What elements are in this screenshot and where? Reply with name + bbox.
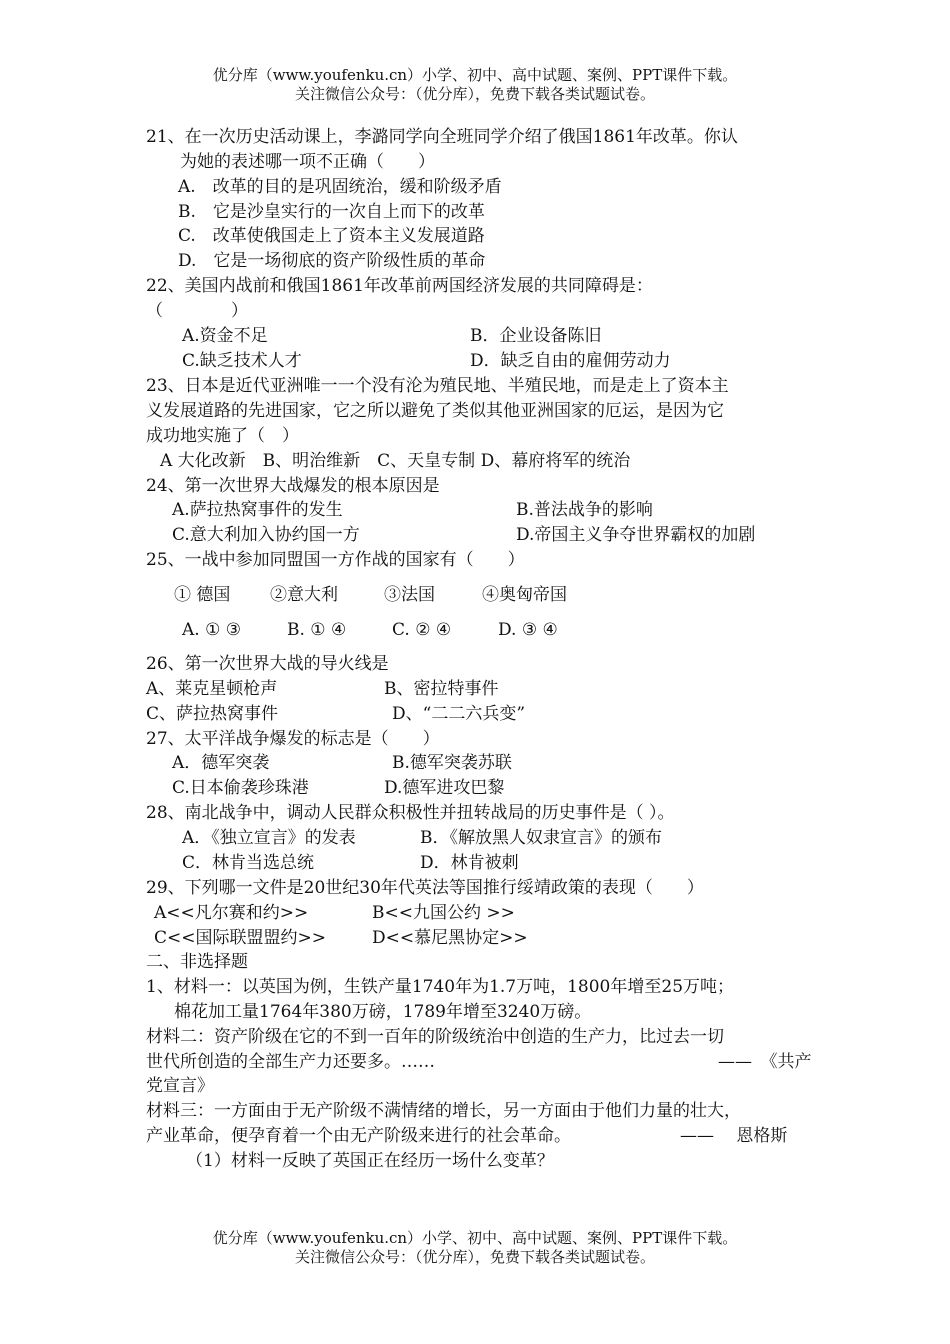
q26-stem: 26、第一次世界大战的导火线是 bbox=[146, 654, 389, 674]
sub-question-1: （1）材料一反映了英国正在经历一场什么变革？ bbox=[186, 1151, 554, 1171]
q22-stem-line-2: （ ） bbox=[146, 301, 248, 321]
material-3-source: —— 恩格斯 bbox=[680, 1126, 788, 1146]
header-line-2: 关注微信公众号：（优分库），免费下载各类试题试卷。 bbox=[294, 85, 655, 103]
q25-option-a: A. ① ③ bbox=[182, 620, 241, 640]
q24-stem: 24、第一次世界大战爆发的根本原因是 bbox=[146, 476, 440, 496]
q24-option-d: D.帝国主义争夺世界霸权的加剧 bbox=[516, 525, 756, 545]
q26-option-c: C、萨拉热窝事件 bbox=[146, 704, 279, 724]
q25-item-4: ④奥匈帝国 bbox=[482, 585, 567, 605]
material-2-line-3: 党宣言》 bbox=[146, 1076, 214, 1096]
q26-option-b: B、密拉特事件 bbox=[384, 679, 499, 699]
q25-option-b: B. ① ④ bbox=[287, 620, 347, 640]
q21-option-a: A. 改革的目的是巩固统治，缓和阶级矛盾 bbox=[178, 177, 502, 197]
q25-item-1: ① 德国 bbox=[174, 585, 231, 605]
footer-line-2: 关注微信公众号：（优分库），免费下载各类试题试卷。 bbox=[294, 1248, 655, 1266]
q29-stem: 29、下列哪一文件是20世纪30年代英法等国推行绥靖政策的表现（ ） bbox=[146, 878, 704, 898]
q26-option-d: D、“二二六兵变” bbox=[392, 704, 526, 724]
q27-stem: 27、太平洋战争爆发的标志是（ ） bbox=[146, 729, 440, 749]
q22-stem-line-1: 22、美国内战前和俄国1861年改革前两国经济发展的共同障碍是： bbox=[146, 276, 653, 296]
q25-item-3: ③法国 bbox=[384, 585, 435, 605]
q25-option-d: D. ③ ④ bbox=[498, 620, 558, 640]
q23-options: A 大化改新 B、明治维新 C、天皇专制 D、幕府将军的统治 bbox=[160, 451, 631, 471]
material-1-line-1: 1、材料一：以英国为例，生铁产量1740年为1.7万吨，1800年增至25万吨； bbox=[146, 977, 735, 997]
q28-option-c: C．林肯当选总统 bbox=[182, 853, 315, 873]
q21-option-d: D. 它是一场彻底的资产阶级性质的革命 bbox=[178, 251, 486, 271]
q22-option-b: B．企业设备陈旧 bbox=[470, 326, 602, 346]
q27-option-d: D.德军进攻巴黎 bbox=[384, 778, 505, 798]
material-1-line-2: 棉花加工量1764年380万磅，1789年增至3240万磅。 bbox=[174, 1002, 592, 1022]
material-2-line-1: 材料二：资产阶级在它的不到一百年的阶级统治中创造的生产力，比过去一切 bbox=[146, 1027, 724, 1047]
q23-stem-line-1: 23、日本是近代亚洲唯一一个没有沦为殖民地、半殖民地，而是走上了资本主 bbox=[146, 376, 729, 396]
q24-option-a: A.萨拉热窝事件的发生 bbox=[172, 500, 343, 520]
q24-option-b: B.普法战争的影响 bbox=[516, 500, 653, 520]
q21-stem-line-1: 21、在一次历史活动课上，李潞同学向全班同学介绍了俄国1861年改革。你认 bbox=[146, 127, 738, 147]
footer-line-1: 优分库（www.youfenku.cn）小学、初中、高中试题、案例、PPT课件下载。 bbox=[212, 1229, 738, 1247]
q28-option-d: D．林肯被刺 bbox=[420, 853, 519, 873]
q23-stem-line-2: 义发展道路的先进国家，它之所以避免了类似其他亚洲国家的厄运，是因为它 bbox=[146, 401, 724, 421]
q27-option-c: C.日本偷袭珍珠港 bbox=[172, 778, 309, 798]
material-3-line-2: 产业革命，便孕育着一个由无产阶级来进行的社会革命。 bbox=[146, 1126, 571, 1146]
material-2-source: —— 《共产 bbox=[718, 1052, 812, 1072]
q21-stem-line-2: 为她的表述哪一项不正确（ ） bbox=[180, 152, 435, 172]
q28-stem: 28、南北战争中，调动人民群众积极性并扭转战局的历史事件是（ ）。 bbox=[146, 803, 675, 823]
q25-item-2: ②意大利 bbox=[270, 585, 338, 605]
section-title: 二、非选择题 bbox=[146, 952, 248, 972]
q24-option-c: C.意大利加入协约国一方 bbox=[172, 525, 360, 545]
q21-option-c: C. 改革使俄国走上了资本主义发展道路 bbox=[178, 226, 485, 246]
material-2-line-2: 世代所创造的全部生产力还要多。…… bbox=[146, 1052, 435, 1072]
q25-option-c: C. ② ④ bbox=[392, 620, 452, 640]
q29-option-b: B<<九国公约 >> bbox=[372, 903, 515, 923]
q22-option-a: A.资金不足 bbox=[182, 326, 268, 346]
material-3-line-1: 材料三：一方面由于无产阶级不满情绪的增长，另一方面由于他们力量的壮大， bbox=[146, 1101, 741, 1121]
q22-option-d: D．缺乏自由的雇佣劳动力 bbox=[470, 351, 671, 371]
page-header bbox=[0, 66, 950, 104]
header-line-1: 优分库（www.youfenku.cn）小学、初中、高中试题、案例、PPT课件下载。 bbox=[212, 66, 738, 84]
q21-option-b: B. 它是沙皇实行的一次自上而下的改革 bbox=[178, 202, 485, 222]
page-footer bbox=[0, 1229, 950, 1267]
q29-option-c: C<<国际联盟盟约>> bbox=[154, 928, 326, 948]
q29-option-a: A<<凡尔赛和约>> bbox=[154, 903, 309, 923]
q28-option-a: A．《独立宣言》的发表 bbox=[182, 828, 356, 848]
q27-option-b: B.德军突袭苏联 bbox=[392, 753, 512, 773]
q29-option-d: D<<慕尼黑协定>> bbox=[372, 928, 528, 948]
q23-stem-line-3: 成功地实施了（ ） bbox=[146, 426, 299, 446]
q27-option-a: A．德军突袭 bbox=[172, 753, 270, 773]
q25-stem: 25、一战中参加同盟国一方作战的国家有（ ） bbox=[146, 550, 525, 570]
q26-option-a: A、莱克星顿枪声 bbox=[146, 679, 278, 699]
q22-option-c: C.缺乏技术人才 bbox=[182, 351, 302, 371]
q28-option-b: B．《解放黑人奴隶宣言》的颁布 bbox=[420, 828, 662, 848]
